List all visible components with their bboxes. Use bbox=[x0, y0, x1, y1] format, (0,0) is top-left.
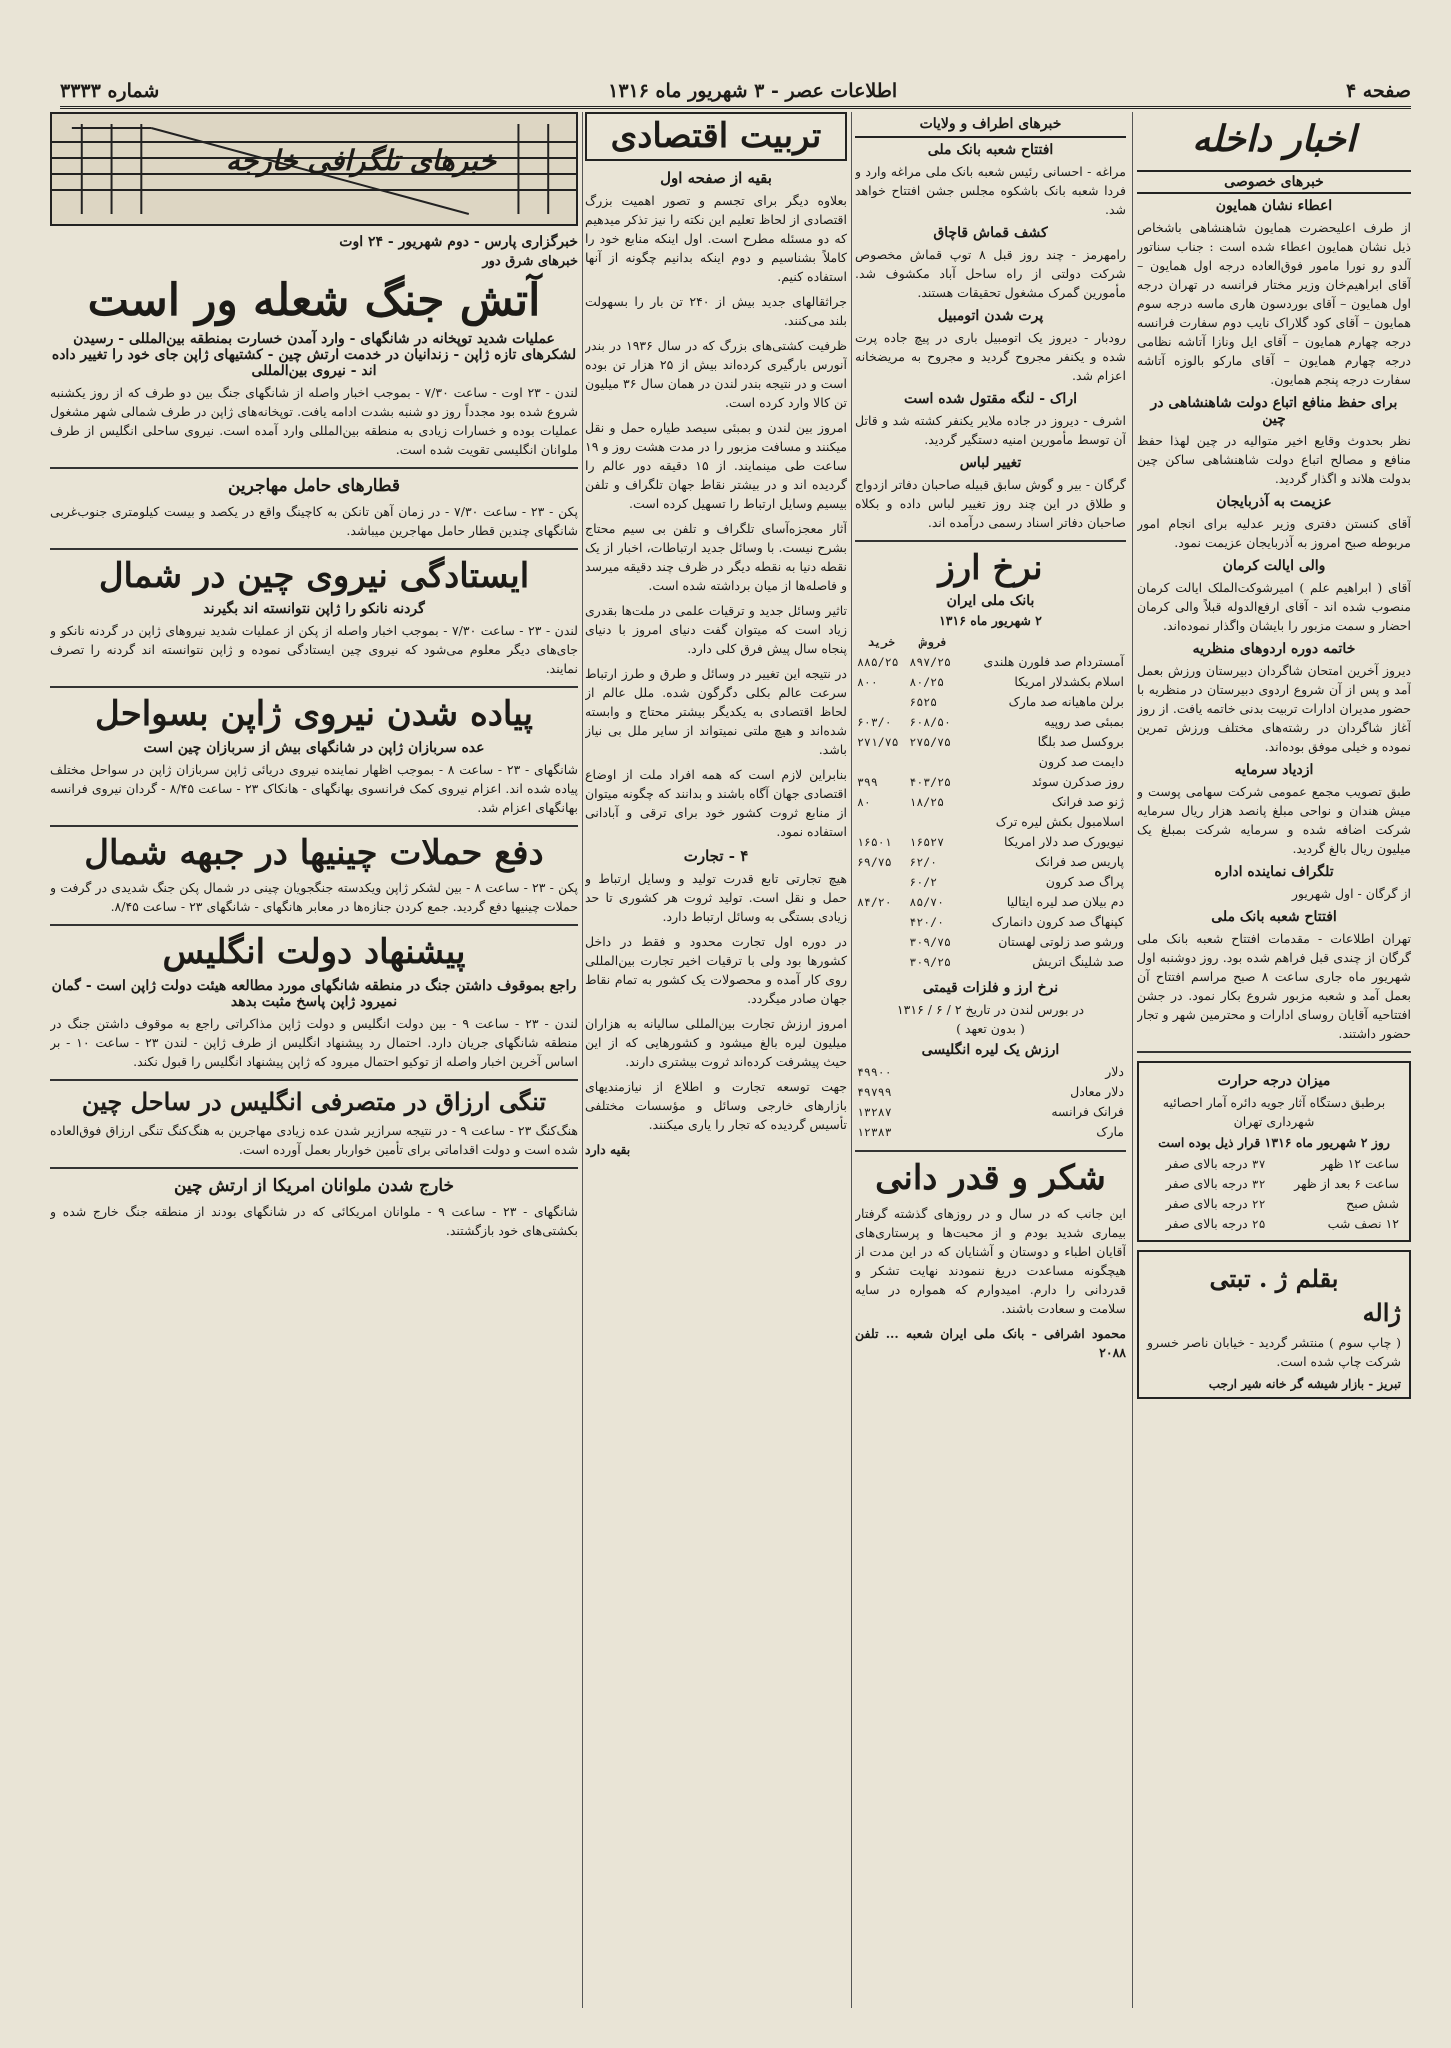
rate-buy bbox=[855, 812, 907, 832]
rates-header-currency bbox=[960, 632, 1126, 652]
masthead bbox=[60, 76, 1411, 109]
article-paragraph: در دوره اول تجارت محدود و فقط در داخل کشورها بود ولی با ترقیات اخیر تجارت بین‌المللی روی کار آمده و محصولات یک کشور به تمام نقاط جهان صادر میگردد. bbox=[585, 934, 847, 1007]
foreign-article-headline: خارج شدن ملوانان امریکا از ارتش چین bbox=[173, 1176, 455, 1197]
weather-cell: ساعت ۶ بعد از ظهر bbox=[1294, 1176, 1399, 1191]
thanks-signature: محمود اشرافی - بانک ملی ایران شعبه ... تلفن ۲۰۸۸ bbox=[855, 1325, 1126, 1360]
foreign-article-headline: دفع حملات چینیها در جبهه شمال bbox=[84, 832, 544, 873]
far-east-subhead: خبرهای شرق دور bbox=[482, 254, 578, 269]
rate-currency: ورشو صد زلوتی لهستان bbox=[998, 934, 1124, 950]
rate-currency: بمبئی صد روپیه bbox=[1044, 714, 1124, 730]
page-label: صفحه ۴ bbox=[1345, 80, 1411, 102]
rate-currency: روز صدکرن سوئد bbox=[1031, 774, 1124, 790]
pound-value-title: ارزش یک لیره انگلیسی bbox=[921, 1042, 1060, 1059]
pound-value-label: دلار bbox=[1105, 1064, 1124, 1080]
foreign-article-text: لندن - ۲۳ - ساعت ۷/۳۰ - بموجب اخبار واصله از پکن از عملیات شدید نیروهای ژاپن در گردنه نانکو و جای‌های دیگر معلوم می‌شود که نیروی چین ایستادگی نموده و ژاپن نتوانسته اند گردنه را تصرف نمایند. bbox=[50, 623, 578, 677]
section-title-private-news: خبرهای خصوصی bbox=[1137, 170, 1411, 194]
section-banner-domestic: اخبار داخله bbox=[1192, 118, 1356, 160]
divider bbox=[855, 1150, 1126, 1152]
provincial-item-title: اراک - لنگه مقتول شده است bbox=[904, 391, 1077, 407]
domestic-item-title: خاتمه دوره اردوهای منظریه bbox=[1192, 641, 1356, 657]
rate-row bbox=[855, 692, 1126, 712]
foreign-article-headline: پیاده شدن نیروی ژاپن بسواحل bbox=[95, 694, 533, 735]
rate-row bbox=[855, 652, 1126, 672]
foreign-article-headline: پیشنهاد دولت انگلیس bbox=[162, 932, 466, 973]
article-paragraph: بعلاوه دیگر برای تجسم و تصور اهمیت بزرگ اقتصادی از لحاظ تعلیم این نکته را نیز تذکر میدهیم که دو مسئله مطرح است. اول اینکه منابع خود را کاملاً بشناسیم و دوم اینکه بدانیم چگونه از آنها استفاده کنیم. bbox=[585, 193, 847, 285]
pound-value-row bbox=[855, 1102, 1126, 1122]
rate-currency: بروکسل صد بلگا bbox=[1037, 734, 1124, 750]
rate-row bbox=[855, 772, 1126, 792]
rates-header-row bbox=[855, 632, 1126, 652]
pound-value-label: فرانک فرانسه bbox=[1051, 1104, 1124, 1120]
rate-buy: ۶۰۳/۰ bbox=[857, 715, 892, 730]
provincial-item-text: مراغه - احسانی رئیس شعبه بانک ملی مراغه وارد و فردا شعبه بانک باشکوه مجلس جشن افتتاح خواهد شد. bbox=[855, 164, 1126, 217]
provincial-item-text: رودبار - دیروز یک اتومبیل باری در پیچ جاده پرت شده و یکنفر مجروح گردید و مجروح به مریضخانه اعزام شد. bbox=[855, 330, 1126, 383]
rate-sell bbox=[907, 812, 959, 832]
rate-sell: ۱۸/۲۵ bbox=[909, 795, 945, 810]
foreign-article-lead: راجع بموقوف داشتن جنگ در منطقه شانگهای مورد مطالعه هیئت دولت ژاپن است - گمان نمیرود ژاپن پاسخ مثبت بدهد bbox=[51, 977, 577, 1010]
masthead-date: اطلاعات عصر - ۳ شهریور ماه ۱۳۱۶ bbox=[608, 80, 898, 102]
rate-sell: ۶۲/۰ bbox=[909, 855, 938, 870]
domestic-item-title: برای حفظ منافع اتباع دولت شاهنشاهی در چین bbox=[1150, 395, 1398, 427]
weather-cell: درجه بالای صفر bbox=[1165, 1176, 1248, 1191]
foreign-articles bbox=[50, 277, 578, 1240]
weather-row bbox=[1147, 1174, 1401, 1194]
rate-sell: ۲۷۵/۷۵ bbox=[909, 735, 951, 750]
divider bbox=[50, 548, 578, 550]
foreign-article-text: هنگ‌کنگ ۲۳ - ساعت ۹ - در نتیجه سرازیر شدن عده زیادی مهاجرین به هنگ‌کنگ تنگی ارزاق فوق‌العاده شده است و دولت اقداماتی برای تأمین خواربار بعمل آورده است. bbox=[50, 1123, 578, 1158]
rate-sell: ۸۹۷/۲۵ bbox=[909, 655, 951, 670]
domestic-item-title: اعطاء نشان همایون bbox=[1215, 198, 1333, 214]
rate-sell: ۶۵۲۵ bbox=[909, 695, 938, 710]
provincial-item-text: گرگان - بیر و گوش سابق قبیله صاحبان دفاتر ازدواج و طلاق در این چند روز تغییر لباس داده و بکلاه صاحبان دفاتر اسناد رسمی درآمده اند. bbox=[855, 477, 1126, 530]
domestic-item-text: طبق تصویب مجمع عمومی شرکت سهامی پوست و میش هندان و نواحی مبلغ پانصد هزار ریال سرمایه شرکت اضافه شده و سرمایه شرکت بمبلغ یک میلیون ریال بالغ گردید. bbox=[1137, 784, 1411, 856]
rate-buy bbox=[855, 692, 907, 712]
foreign-article bbox=[50, 558, 578, 688]
divider bbox=[50, 467, 578, 469]
pound-value-label: دلار معادل bbox=[1070, 1084, 1124, 1100]
rate-buy bbox=[855, 952, 907, 972]
pound-value-amount: ۱۳۲۸۷ bbox=[857, 1105, 892, 1120]
pound-value-row bbox=[855, 1122, 1126, 1142]
divider bbox=[50, 1079, 578, 1081]
rate-currency: صد شلینگ اتریش bbox=[1032, 954, 1124, 970]
column-foreign-telegrams bbox=[50, 112, 578, 1248]
domestic-item-text: تهران اطلاعات - مقدمات افتتاح شعبه بانک ملی گرگان از چندی قبل فراهم شده بود. روز دوشنبه اول شهریور ماه جاری ساعت ۸ صبح مراسم افتتاح آن بعمل آمد و شعبه مزبور شروع بکار نمود. در جشن افتتاحیه آقایان روسای ادارات و محترمین شهر و تجار حضور داشتند. bbox=[1137, 931, 1411, 1041]
article-body bbox=[585, 191, 847, 841]
foreign-article-headline: تنگی ارزاق در متصرفی انگلیس در ساحل چین bbox=[81, 1086, 547, 1116]
foreign-article bbox=[50, 1086, 578, 1169]
provincial-item-title: افتتاح شعبه بانک ملی bbox=[927, 142, 1054, 158]
exchange-rates-title: نرخ ارز bbox=[938, 548, 1043, 588]
rate-currency: پراگ صد کرون bbox=[1045, 874, 1124, 890]
weather-cell: ساعت ۱۲ ظهر bbox=[1320, 1156, 1399, 1171]
weather-cell: ۲۲ bbox=[1251, 1197, 1266, 1211]
article-body-trade bbox=[585, 869, 847, 1134]
rate-sell: ۳۰۹/۲۵ bbox=[909, 955, 951, 970]
foreign-article-text: پکن - ۲۳ - ساعت ۷/۳۰ - در زمان آهن تانکن به کاچینگ واقع در یکصد و بیست کیلومتری جنوب‌غربی شانگهای چندین قطار حامل مهاجرین میباشد. bbox=[50, 504, 578, 539]
rate-row bbox=[855, 732, 1126, 752]
domestic-item-text: آقای ( ابراهیم علم ) امیرشوکت‌الملک ایالت کرمان منصوب شده اند - آقای ارفع‌الدوله قبلاً والی کرمان احضار و سمت مزبور را بایشان واگذار نموده‌اند. bbox=[1137, 580, 1411, 633]
rate-row bbox=[855, 892, 1126, 912]
article-paragraph: در نتیجه این تغییر در وسائل و طرق و طرز ارتباط سرعت عالم بکلی دگرگون شده. ملل عالم از لحاظ اقتصادی به یکدیگر بیشتر محتاج و وابسته شده‌اند و هیچ ملتی نمیتواند از سایر ملل بی نیاز باشد. bbox=[585, 666, 847, 758]
rate-sell: ۱۶۵۲۷ bbox=[909, 835, 945, 850]
securities-line: در بورس لندن در تاریخ ۲ / ۶ / ۱۳۱۶ bbox=[896, 1002, 1085, 1018]
domestic-item-text: دیروز آخرین امتحان شاگردان دبیرستان ورزش بعمل آمد و پس از آن شروع اردوی دبیرستان در منظریه با حضور مدیران ادارات تربیت بدنی خاتمه یافت. از روز آغاز شاگردان در رشته‌های مختلف ورزش تمرین نموده و خیلی موفق بوده‌اند. bbox=[1137, 663, 1411, 754]
column-provinces-and-rates bbox=[855, 112, 1126, 1368]
divider bbox=[855, 540, 1126, 542]
news-agency-line: خبرگزاری پارس - دوم شهریور - ۲۴ اوت bbox=[339, 234, 578, 250]
foreign-article-text: شانگهای - ۲۳ - ساعت ۹ - ملوانان امریکائی که در شانگهای بودند از منطقه جنگ خارج شده و بکشتی‌های خود بازگشتند. bbox=[50, 1203, 578, 1238]
rate-currency: نیویورک صد دلار امریکا bbox=[1004, 834, 1124, 850]
article-paragraph: ظرفیت کشتی‌های بزرگ که در سال ۱۹۳۶ در بندر آنورس بارگیری کرده‌اند بیش از ۲۵ هزار تن بوده است و در نتیجه بندر لندن در همان سال ۳۶ میلیون تن کالا وارد کرده است. bbox=[585, 338, 847, 411]
book-author-title: بقلم ژ . تبتی bbox=[1209, 1264, 1339, 1293]
weather-cell: ۳۷ bbox=[1251, 1157, 1266, 1171]
section-title-provinces: خبرهای اطراف و ولایات bbox=[855, 116, 1126, 138]
pound-value-amount: ۴۹۹۰۰ bbox=[857, 1065, 892, 1080]
rate-sell: ۴۲۰/۰ bbox=[909, 915, 945, 930]
rate-currency: اسلام بکشدلار امریکا bbox=[1014, 674, 1124, 690]
domestic-item-title: ازدیاد سرمایه bbox=[1234, 762, 1314, 778]
rate-currency: اسلامبول بکش لیره ترک bbox=[995, 814, 1124, 830]
divider bbox=[1137, 1051, 1411, 1053]
foreign-article bbox=[50, 277, 578, 469]
foreign-article bbox=[50, 934, 578, 1080]
weather-cell: درجه بالای صفر bbox=[1165, 1216, 1248, 1231]
provincial-item-text: اشرف - دیروز در جاده ملایر یکنفر کشته شد و قاتل آن توسط مأمورین امنیه دستگیر گردید. bbox=[855, 413, 1126, 447]
securities-title: نرخ ارز و فلزات قیمتی bbox=[922, 980, 1059, 997]
book-title: ژاله bbox=[1362, 1298, 1401, 1328]
divider bbox=[50, 686, 578, 688]
weather-row bbox=[1147, 1154, 1401, 1174]
foreign-article bbox=[50, 477, 578, 550]
column-rule bbox=[851, 112, 852, 2008]
rate-buy: ۸۰ bbox=[857, 795, 871, 810]
rate-buy: ۶۹/۷۵ bbox=[857, 855, 892, 870]
article-paragraph: جراثقالهای جدید بیش از ۲۴۰ تن بار را بسهولت بلند می‌کنند. bbox=[585, 294, 847, 329]
pound-value-row bbox=[855, 1082, 1126, 1102]
divider bbox=[50, 825, 578, 827]
foreign-article bbox=[50, 696, 578, 826]
foreign-article-headline: قطارهای حامل مهاجرین bbox=[227, 476, 401, 497]
column-economic-education bbox=[585, 112, 847, 1165]
rate-buy bbox=[855, 752, 907, 772]
rate-buy bbox=[855, 872, 907, 892]
continued-from: بقیه از صفحه اول bbox=[660, 169, 772, 188]
exchange-rates-table bbox=[855, 632, 1126, 972]
foreign-article-text: لندن - ۲۳ - ساعت ۹ - بین دولت انگلیس و دولت ژاپن مذاکراتی راجع به موقوف داشتن جنگ در منطقه شانگهای جریان دارد. احتمال رد پیشنهاد انگلیس از طرف ژاپن - لندن ۲۳ - ساعت ۱۰ - بر اساس آخرین اخبار واصله از توکیو احتمال میرود که ژاپن پیشنهاد انگلیس را قبول نکند. bbox=[50, 1015, 578, 1069]
column-rule bbox=[582, 112, 583, 2008]
article-paragraph: جهت توسعه تجارت و اطلاع از نیازمندیهای بازارهای خارجی وسائل و مؤسسات مختلفی تأسیس گردیده که تجار را یاری میکنند. bbox=[585, 1079, 847, 1133]
rate-row bbox=[855, 872, 1126, 892]
rate-row bbox=[855, 752, 1126, 772]
weather-cell: ۳۲ bbox=[1251, 1177, 1266, 1191]
thanks-text: این جانب که در سال و در روزهای گذشته گرفتار بیماری شدید بودم و از محبت‌ها و پرستاری‌های آقایان اطباء و دوستان و آشنایان که در این مدت از هیچگونه مساعدت دریغ ننمودند نهایت تشکر و قدردانی را دارم. امیدوارم که همواره در سایه سلامت و سعادت باشند. bbox=[855, 1205, 1126, 1316]
continued-note: بقیه دارد bbox=[585, 1142, 631, 1158]
rate-sell: ۸۵/۷۰ bbox=[909, 895, 945, 910]
weather-cell: درجه بالای صفر bbox=[1165, 1196, 1248, 1211]
weather-cell: ۲۵ bbox=[1251, 1217, 1266, 1231]
domestic-item-title: عزیمت به آذربایجان bbox=[1216, 494, 1332, 510]
weather-cell: ۱۲ نصف شب bbox=[1327, 1216, 1399, 1231]
provincial-item-title: تغییر لباس bbox=[959, 455, 1022, 471]
rate-currency: کپنهاگ صد کرون دانمارک bbox=[991, 914, 1124, 930]
foreign-article-headline: آتش جنگ شعله ور است bbox=[87, 275, 541, 326]
domestic-item-text: نظر بحدوث وقایع اخیر متوالیه در چین لهذا حفظ منافع و مصالح اتباع دولت شاهنشاهی ساکن چین بدولت هلاند و اگذار گردید. bbox=[1137, 433, 1411, 486]
weather-table bbox=[1147, 1154, 1401, 1234]
book-address: تبریز - بازار شیشه گر خانه شیر ارجب bbox=[1208, 1376, 1401, 1391]
provincial-item-text: رامهرمز - چند روز قبل ۸ توپ قماش مخصوص شرکت دولتی از راه ساحل آباد مکشوف شد. مأمورین گمرک مشغول تحقیقات هستند. bbox=[855, 247, 1126, 300]
foreign-article-lead: عده سربازان ژاپن در شانگهای بیش از سربازان چین است bbox=[143, 739, 485, 756]
rate-sell: ۴۰۳/۲۵ bbox=[909, 775, 951, 790]
rate-buy: ۱۶۵۰۱ bbox=[857, 835, 892, 850]
foreign-article-text: شانگهای - ۲۳ - ساعت ۸ - بموجب اظهار نماینده نیروی دریائی ژاپن سربازان ژاپن در سواحل مختلف پیاده شده اند. اعزام نیروی کمک فرانسوی بهانگهای - هانکاک ۲۳ - ساعت ۸/۴۵ - گردان نیروی فرانسه بهانگهای اعزام شد. bbox=[50, 761, 578, 815]
pound-value-label: مارک bbox=[1096, 1124, 1124, 1140]
exchange-date: ۲ شهریور ماه ۱۳۱۶ bbox=[939, 613, 1042, 629]
article-paragraph: بنابراین لازم است که همه افراد ملت از اوضاع اقتصادی جهان آگاه باشند و بدانند که چگونه میتوان از منابع ثروت کشور خود برای ترقی و آبادانی استفاده نمود. bbox=[585, 767, 847, 840]
rates-header-sell: فروش bbox=[919, 635, 948, 650]
domestic-item-text: از طرف اعلیحضرت همایون شاهنشاهی باشخاص ذیل نشان همایون اعطاء شده است : جناب سناتور آلدو رو نورا مامور فوق‌العاده درجه اول همایون – آقای ابراهیم‌خان وزیر مختار فرانسه در تهران درجه اول همایون – آقای بوردسون هاری ماسه درجه سوم همایون – آقای کود گلاراک نایب دوم سفارت فرانسه درجه چهارم همایون – آقای ایل ونازا آتاشه نظامی درجه چهارم همایون – آقای مارکو بالوزه آتاشه سفارت درجه پنجم همایون. bbox=[1137, 220, 1411, 387]
rate-row bbox=[855, 952, 1126, 972]
rate-row bbox=[855, 832, 1126, 852]
foreign-article bbox=[50, 832, 578, 926]
headline-box bbox=[585, 112, 847, 161]
provincial-item-title: پرت شدن اتومبیل bbox=[937, 308, 1044, 324]
divider bbox=[50, 1167, 578, 1169]
foreign-article-headline: ایستادگی نیروی چین در شمال bbox=[98, 556, 530, 597]
issue-number: شماره ۳۳۳۳ bbox=[60, 80, 160, 102]
divider bbox=[50, 924, 578, 926]
rate-sell: ۶۰/۲ bbox=[909, 875, 938, 890]
article-paragraph: آثار معجزه‌آسای تلگراف و تلفن بی سیم محتاج بشرح نیست. با وسائل جدید ارتباطات، اخبار از یک نقطه دنیا به نقطه دیگر در ظرف چند دقیقه میرسد و فاصله‌ها از میان برداشته شده است. bbox=[585, 521, 847, 594]
rate-buy: ۳۹۹ bbox=[857, 775, 878, 790]
weather-row bbox=[1147, 1194, 1401, 1214]
rate-currency: برلن ماهیانه صد مارک bbox=[1008, 694, 1124, 710]
column-rule bbox=[1132, 112, 1133, 2008]
rate-row bbox=[855, 812, 1126, 832]
domestic-item-text: از گرگان - اول شهریور bbox=[1291, 886, 1411, 901]
rate-currency: دایمت صد کرون bbox=[1038, 754, 1124, 770]
rate-buy bbox=[855, 912, 907, 932]
rate-row bbox=[855, 852, 1126, 872]
column-domestic-news bbox=[1137, 112, 1411, 1407]
book-notice-box bbox=[1137, 1250, 1411, 1399]
foreign-article bbox=[50, 1177, 578, 1240]
pound-value-row bbox=[855, 1062, 1126, 1082]
thanks-title: شکر و قدر دانی bbox=[875, 1158, 1106, 1199]
rate-buy bbox=[855, 932, 907, 952]
rate-buy: ۲۷۱/۷۵ bbox=[857, 735, 899, 750]
domestic-news-list bbox=[1137, 198, 1411, 1043]
rates-header-buy: خرید bbox=[867, 635, 896, 650]
weather-subtitle: برطبق دستگاه آثار جویه دائره آمار احصائیه شهرداری تهران bbox=[1162, 1095, 1386, 1129]
foreign-article-text: لندن - ۲۳ اوت - ساعت ۷/۳۰ - بموجب اخبار واصله از شانگهای جنگ بین دو طرف که از روز یکشنبه شروع شده بود مجدداً روز دو شنبه بشدت ادامه یافت. توپخانه‌های ژاپن در طرف شمالی شهر مشغول عملیات بوده و خسارات زیادی به منطقه بین‌المللی وارد آمده است. نیروی ساحلی انگلیس از طرف ملوانان انگلیسی تقویت شده است. bbox=[50, 385, 578, 458]
rate-currency: آمستردام صد فلورن هلندی bbox=[983, 654, 1124, 670]
rate-buy: ۸۰۰ bbox=[857, 675, 878, 690]
section-trade: ۴ - تجارت bbox=[683, 847, 749, 866]
weather-row bbox=[1147, 1214, 1401, 1234]
rate-sell: ۶۰۸/۵۰ bbox=[909, 715, 951, 730]
domestic-item-title: افتتاح شعبه بانک ملی bbox=[1211, 909, 1337, 925]
pound-value-amount: ۱۲۳۸۳ bbox=[857, 1125, 892, 1140]
rate-row bbox=[855, 932, 1126, 952]
rate-currency: پاریس صد فرانک bbox=[1035, 854, 1124, 870]
foreign-article-lead: گردنه نانکو را ژاپن نتوانسته اند بگیرند bbox=[203, 601, 425, 618]
rate-buy: ۸۴/۲۰ bbox=[857, 895, 892, 910]
pound-value-table bbox=[855, 1062, 1126, 1142]
foreign-article-text: پکن - ۲۳ - ساعت ۸ - بین لشکر ژاپن ویکدسته جنگجویان چینی در شمال پکن جنگ شدیدی در گرفت و حملات چینیها دفع گردید. جمع کردن جنازه‌ها در معابر هانگهای - شانگهای ۲۳ - ساعت ۸/۴۵. bbox=[50, 880, 578, 915]
book-notice-text: ( چاپ سوم ) منتشر گردید - خیابان ناصر خسرو شرکت چاپ شده است. bbox=[1147, 1334, 1401, 1369]
domestic-item-title: والی ایالت کرمان bbox=[1222, 558, 1326, 574]
rate-row bbox=[855, 912, 1126, 932]
domestic-item-text: آقای کنستن دفتری وزیر عدلیه برای انجام امور مربوطه صبح امروز به آذربایجان عزیمت نمود. bbox=[1137, 516, 1411, 550]
provincial-item-title: کشف قماش قاچاق bbox=[933, 225, 1048, 241]
economic-headline: تربیت اقتصادی bbox=[610, 116, 822, 156]
pound-value-amount: ۴۹۷۹۹ bbox=[857, 1085, 892, 1100]
securities-note: ( بدون تعهد ) bbox=[956, 1021, 1025, 1037]
rate-buy: ۸۸۵/۲۵ bbox=[857, 655, 899, 670]
weather-title: میزان درجه حرارت bbox=[1217, 1073, 1331, 1089]
domestic-item-title: تلگراف نماینده اداره bbox=[1214, 864, 1334, 880]
rate-row bbox=[855, 672, 1126, 692]
foreign-news-banner-title: خبرهای تلگرافی خارجه bbox=[225, 144, 496, 177]
article-paragraph: تاثیر وسائل جدید و ترقیات علمی در ملت‌ها بقدری زیاد است که میتوان گفت دنیای امروز با دنیای پنجاه سال پیش فرق کلی دارد. bbox=[585, 603, 847, 657]
rate-row bbox=[855, 792, 1126, 812]
weather-date-line: روز ۲ شهریور ماه ۱۳۱۶ قرار ذیل بوده است bbox=[1158, 1135, 1390, 1150]
rate-row bbox=[855, 712, 1126, 732]
article-paragraph: امروز ارزش تجارت بین‌المللی سالیانه به هزاران میلیون لیره بالغ میشود و کشورهایی که از این حیث پیشرفت کرده‌اند ثروت بیشتری دارند. bbox=[585, 1016, 847, 1070]
exchange-bank: بانک ملی ایران bbox=[946, 593, 1035, 610]
foreign-article-lead: عملیات شدید توپخانه در شانگهای - وارد آمدن خسارت بمنطقه بین‌المللی - رسیدن لشکرهای تازه ژاپن - زندانیان در خدمت ارتش چین - کشتیهای ژاپن جای خود را تغییر داده اند - نیروی بین‌المللی bbox=[51, 331, 577, 380]
rate-sell bbox=[907, 752, 959, 772]
rate-sell: ۸۰/۲۵ bbox=[909, 675, 945, 690]
foreign-news-banner bbox=[50, 112, 578, 226]
article-paragraph: هیچ تجارتی تابع قدرت تولید و وسایل ارتباط و حمل و نقل است. تولید ثروت هر کشوری تا حد زیادی بستگی به وسائل ارتباط دارد. bbox=[585, 871, 847, 925]
rate-currency: دم بیلان صد لیره ایتالیا bbox=[1006, 894, 1124, 910]
rate-sell: ۳۰۹/۷۵ bbox=[909, 935, 951, 950]
article-paragraph: امروز بین لندن و بمبئی سیصد طیاره حمل و نقل میکنند و مسافت مزبور را در مدت هشت روز و ۱۹ ساعت طی مینمایند. از ۱۵ دقیقه دور عالم را گردیده اند و در بیشتر نقاط جهان تلگراف و تلفن بیسیم وسایل ارتباط را تسهیل کرده است. bbox=[585, 420, 847, 512]
weather-cell: درجه بالای صفر bbox=[1165, 1156, 1248, 1171]
weather-box bbox=[1137, 1061, 1411, 1242]
weather-cell: شش صبح bbox=[1346, 1196, 1399, 1211]
rate-currency: ژنو صد فرانک bbox=[1051, 794, 1124, 810]
provincial-news-list bbox=[855, 142, 1126, 532]
